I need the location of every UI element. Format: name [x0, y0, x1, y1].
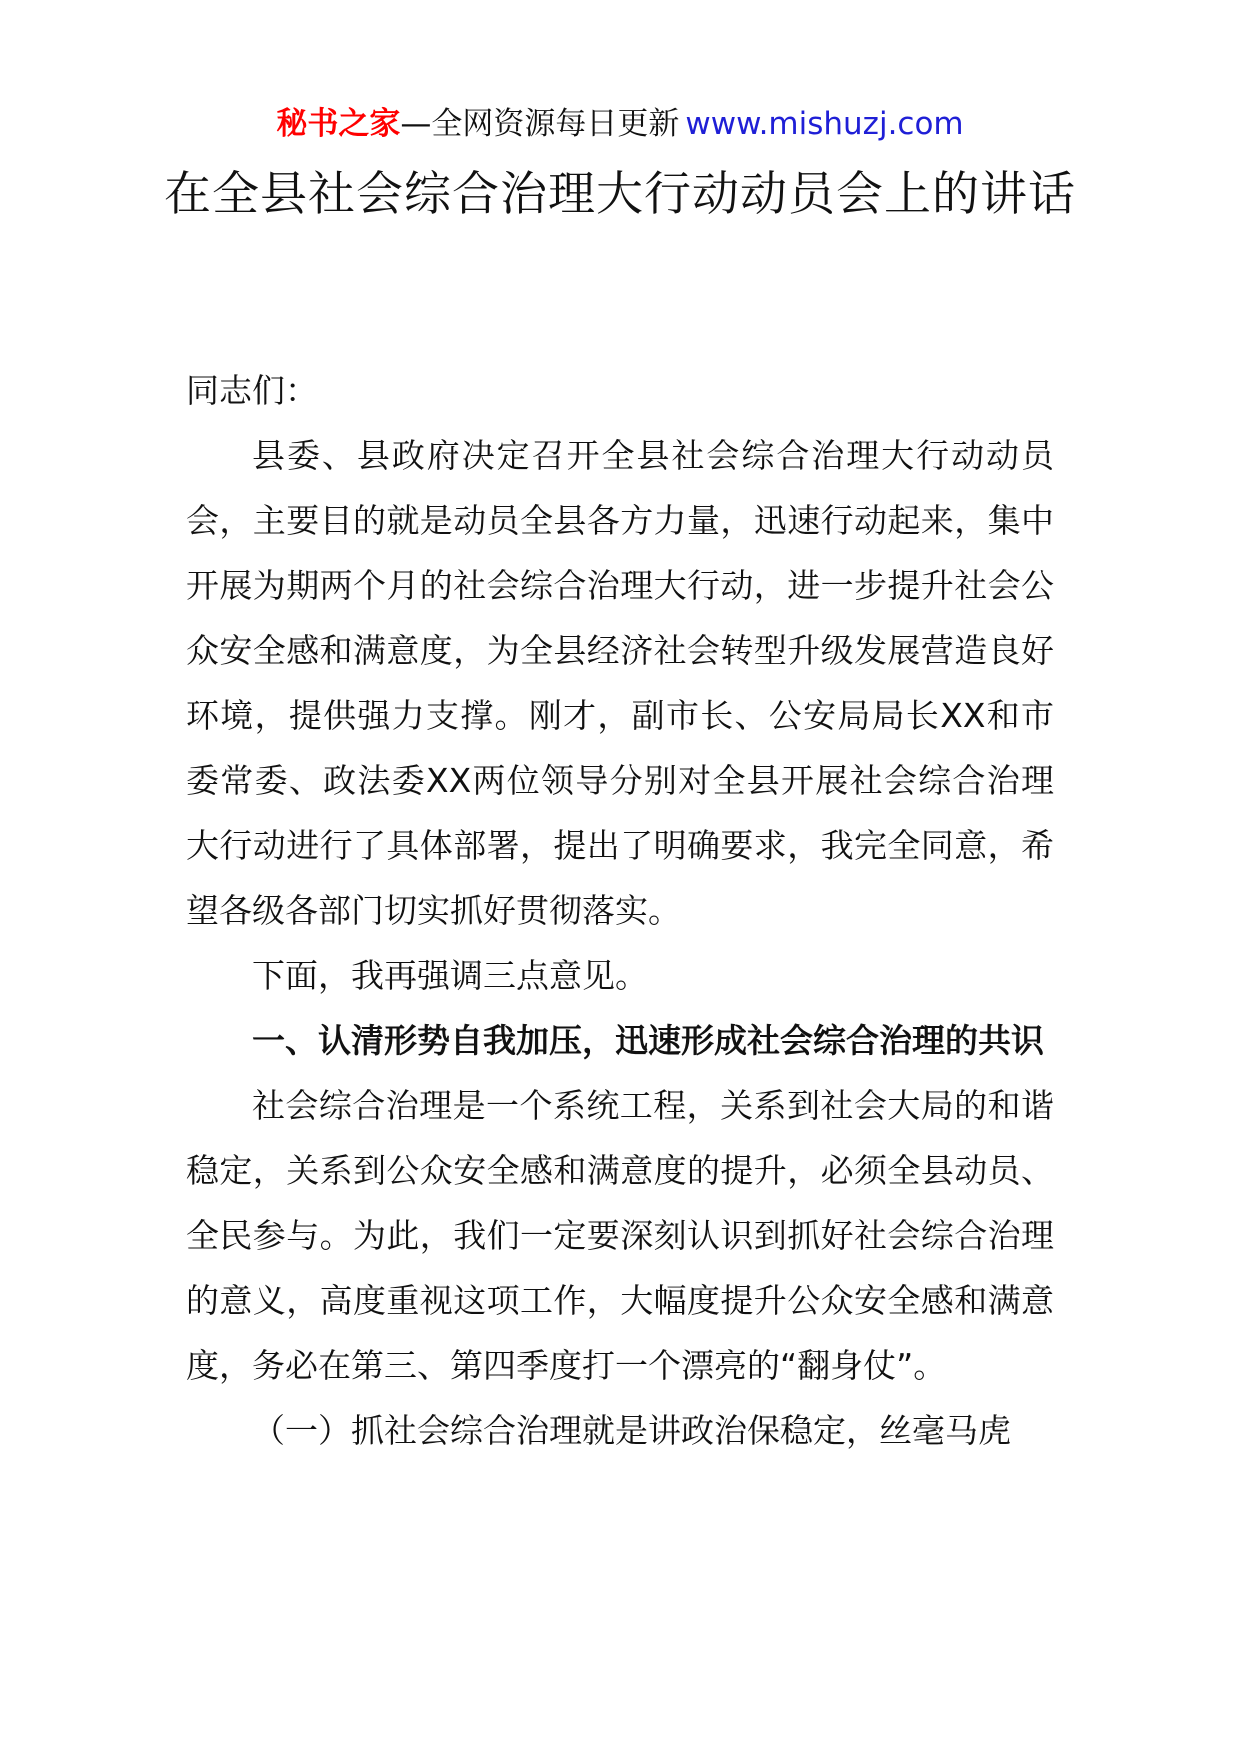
subsection-1-heading: （一）抓社会综合治理就是讲政治保稳定，丝毫马虎 — [252, 1411, 1011, 1450]
document-body — [186, 358, 1054, 1463]
site-url-link[interactable]: www.mishuzj.com — [685, 106, 964, 142]
paragraph-intro: 县委、县政府决定召开全县社会综合治理大行动动员会，主要目的就是动员全县各方力量，迅速行动起来，集中开展为期两个月的社会综合治理大行动，进一步提升社会公众安全感和满意度，为全县经济社会转型升级发展营造良好环境，提供强力支撑。刚才，副市长、公安局局长XX和市委常委、政法委XX两位领导分别对全县开展社会综合治理大行动进行了具体部署，提出了明确要求，我完全同意，希望各级各部门切实抓好贯彻落实。 — [186, 436, 1054, 930]
section-heading-1: 一、认清形势自我加压，迅速形成社会综合治理的共识 — [252, 1021, 1044, 1060]
salutation: 同志们： — [186, 371, 318, 410]
document-title: 在全县社会综合治理大行动动员会上的讲话 — [164, 167, 1076, 222]
brand-name: 秘书之家 — [276, 106, 401, 142]
site-header — [0, 104, 1240, 144]
section-1-paragraph: 社会综合治理是一个系统工程，关系到社会大局的和谐稳定，关系到公众安全感和满意度的提升，必须全县动员、全民参与。为此，我们一定要深刻认识到抓好社会综合治理的意义，高度重视这项工作，大幅度提升公众安全感和满意度，务必在第三、第四季度打一个漂亮的“翻身仗”。 — [186, 1086, 1054, 1385]
paragraph-transition: 下面，我再强调三点意见。 — [252, 956, 648, 995]
header-tagline: —全网资源每日更新 — [400, 106, 680, 142]
